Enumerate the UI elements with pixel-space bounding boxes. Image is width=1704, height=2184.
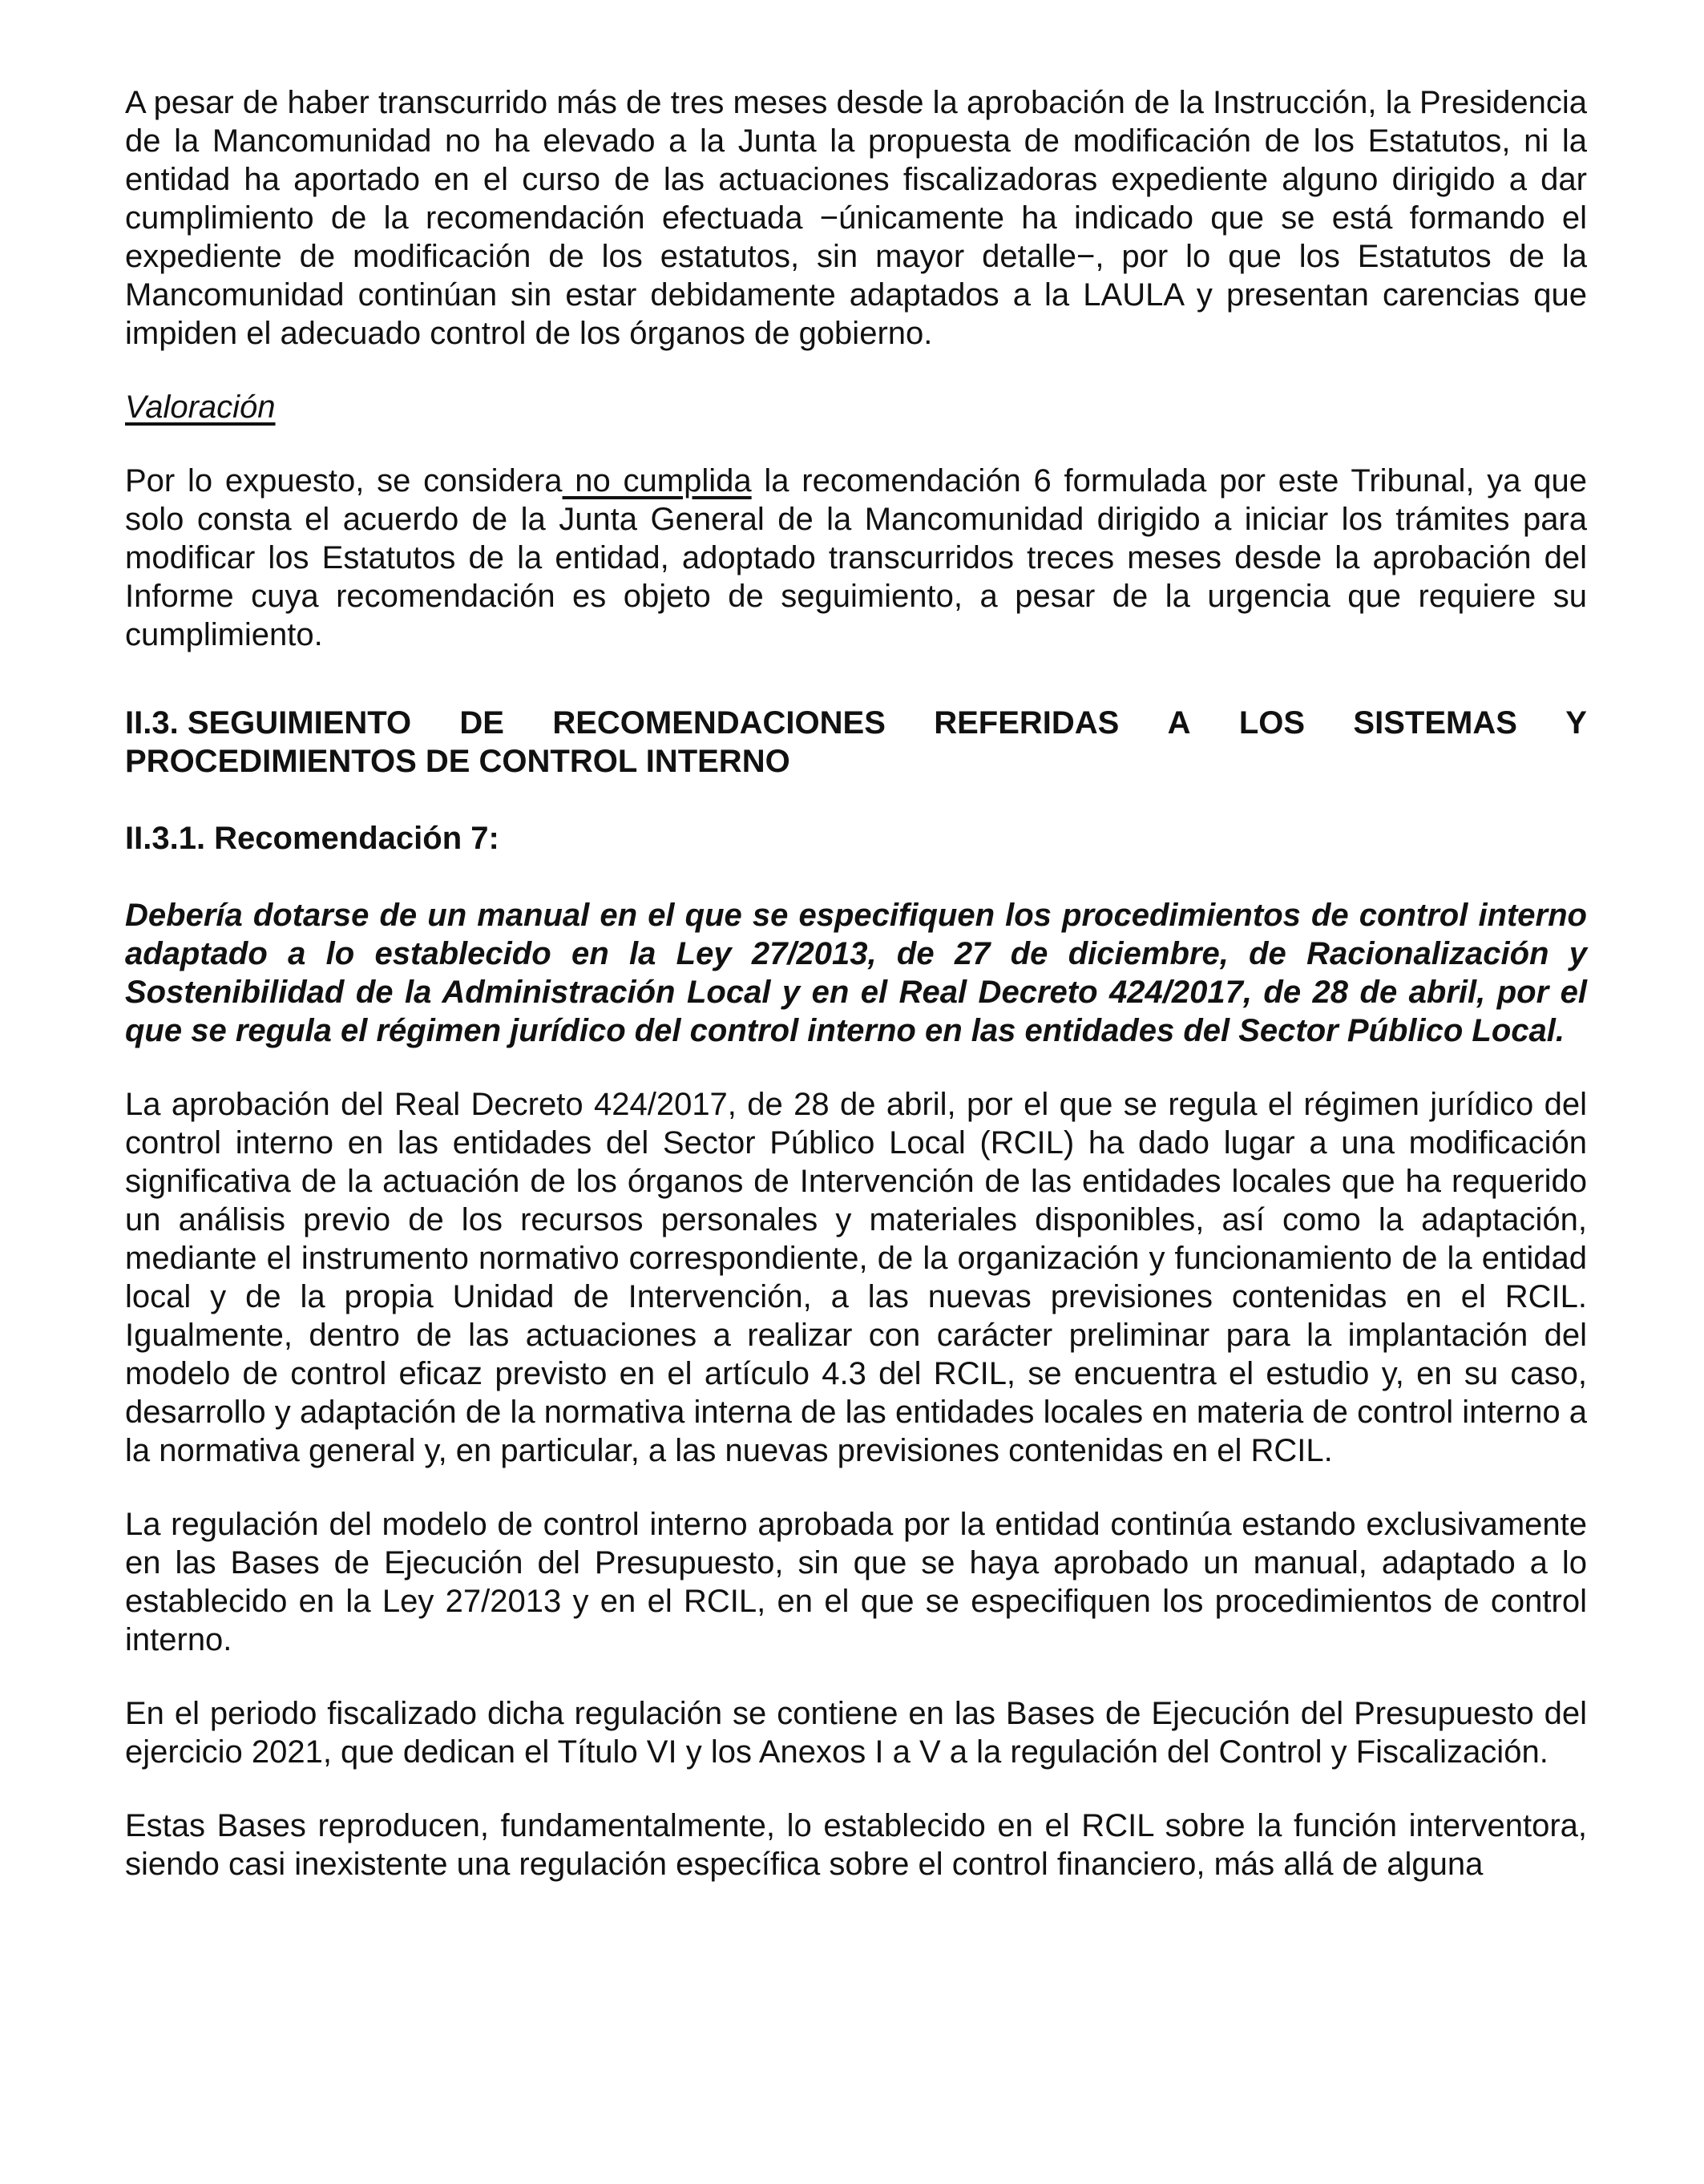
recommendation-text: Debería dotarse de un manual en el que se especifiquen los procedimientos de control interno adaptado a lo establecido en la Ley 27/2013, de 27 de diciembre, de Racionalización y Sostenibilidad de la Administración Local y en el Real Decreto 424/2017, de 28 de abril, por el que se regula el régimen jurídico del control interno en las entidades del Sector Público Local. bbox=[125, 898, 1587, 1048]
paragraph-intro: A pesar de haber transcurrido más de tres meses desde la aprobación de la Instrucción, la Presidencia de la Mancomunidad no ha elevado a la Junta la propuesta de modificación de los Estatutos, ni la entidad ha aportado en el curso de las actuaciones fiscalizadoras expediente alguno dirigido a dar cumplimiento de la recomendación efectuada −únicamente ha indicado que se está formando el expediente de modificación de los estatutos, sin mayor detalle−, por lo que los Estatutos de la Mancomunidad continúan sin estar debidamente adaptados a la LAULA y presentan carencias que impiden el adecuado control de los órganos de gobierno. bbox=[125, 85, 1587, 351]
paragraph-periodo: En el periodo fiscalizado dicha regulación se contiene en las Bases de Ejecución del Presupuesto del ejercicio 2021, que dedican el Título VI y los Anexos I a V a la regulación del Control y Fiscalización. bbox=[125, 1696, 1587, 1770]
section-heading-word: RECOMENDACIONES bbox=[552, 705, 886, 741]
section-heading-word: Y bbox=[1565, 705, 1587, 741]
section-heading-word: DE bbox=[459, 705, 504, 741]
valoracion-paragraph bbox=[125, 462, 1587, 654]
paragraph-rcil: La aprobación del Real Decreto 424/2017, de 28 de abril, por el que se regula el régimen jurídico del control interno en las entidades del Sector Público Local (RCIL) ha dado lugar a una modificación significativa de la actuación de los órganos de Intervención de las entidades locales que ha requerido un análisis previo de los recursos personales y materiales disponibles, así como la adaptación, mediante el instrumento normativo correspondiente, de la organización y funcionamiento de la entidad local y de la propia Unidad de Intervención, a las nuevas previsiones contenidas en el RCIL. Igualmente, dentro de las actuaciones a realizar con carácter preliminar para la implantación del modelo de control eficaz previsto en el artículo 4.3 del RCIL, se encuentra el estudio y, en su caso, desarrollo y adaptación de la normativa interna de las entidades locales en materia de control interno a la normativa general y, en particular, a las nuevas previsiones contenidas en el RCIL. bbox=[125, 1087, 1587, 1468]
valoracion-text-after: la recomendación 6 formulada por este Tribunal, ya que solo consta el acuerdo de la Junta General de la Mancomunidad dirigido a iniciar los trámites para modificar los Estatutos de la entidad, adoptado transcurridos treces meses desde la aprobación del Informe cuya recomendación es objeto de seguimiento, a pesar de la urgencia que requiere su cumplimiento. bbox=[125, 463, 1588, 652]
section-heading-word: REFERIDAS bbox=[934, 705, 1120, 741]
section-heading-line2: PROCEDIMIENTOS DE CONTROL INTERNO bbox=[125, 744, 790, 779]
section-heading-word: II.3. SEGUIMIENTO bbox=[125, 705, 412, 741]
valoracion-text-before: Por lo expuesto, se considera bbox=[125, 463, 563, 499]
section-heading bbox=[125, 704, 1587, 781]
section-heading-line1 bbox=[125, 704, 1587, 742]
section-heading-word: A bbox=[1167, 705, 1191, 741]
subsection-heading: II.3.1. Recomendación 7: bbox=[125, 821, 499, 856]
valoracion-text-underlined: no cumplida bbox=[562, 463, 752, 499]
document-page bbox=[125, 83, 1587, 1883]
valoracion-title-text: Valoración bbox=[125, 390, 276, 425]
paragraph-regulacion: La regulación del modelo de control interno aprobada por la entidad continúa estando exclusivamente en las Bases de Ejecución del Presupuesto, sin que se haya aprobado un manual, adaptado a lo establecido en la Ley 27/2013 y en el RCIL, en el que se especifiquen los procedimientos de control interno. bbox=[125, 1507, 1587, 1657]
paragraph-bases: Estas Bases reproducen, fundamentalmente, lo establecido en el RCIL sobre la función interventora, siendo casi inexistente una regulación específica sobre el control financiero, más allá de alguna bbox=[125, 1808, 1587, 1882]
valoracion-title bbox=[125, 388, 1587, 426]
section-heading-word: SISTEMAS bbox=[1353, 705, 1517, 741]
section-heading-word: LOS bbox=[1238, 705, 1306, 741]
